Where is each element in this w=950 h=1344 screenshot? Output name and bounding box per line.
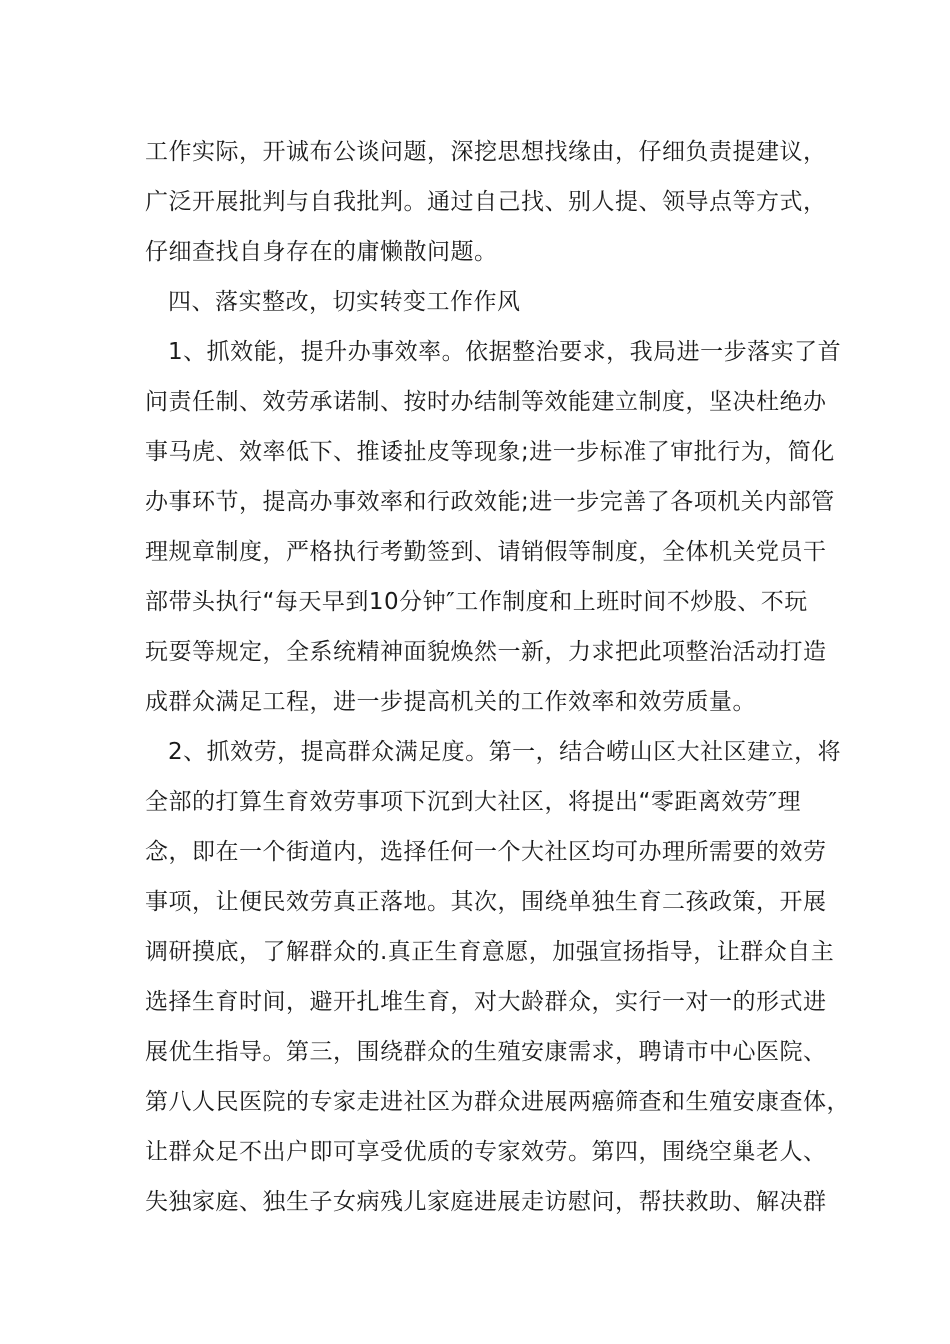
text-line: 全部的打算生育效劳事项下沉到大社区，将提出“零距离效劳″理 [145, 789, 802, 815]
text-line: 问责任制、效劳承诺制、按时办结制等效能建立制度，坚决杜绝办 [145, 389, 827, 415]
text-line: 办事环节，提高办事效率和行政效能;进一步完善了各项机关内部管 [145, 489, 835, 515]
text-line: 念，即在一个街道内，选择任何一个大社区均可办理所需要的效劳 [145, 839, 827, 865]
text-line: 调研摸底，了解群众的.真正生育意愿，加强宣扬指导，让群众自主 [145, 939, 835, 965]
text-line: 仔细查找自身存在的庸懒散问题。 [145, 239, 498, 265]
text-line: 1、抓效能，提升办事效率。依据整治要求，我局进一步落实了首 [168, 339, 842, 365]
text-line: 玩耍等规定，全系统精神面貌焕然一新，力求把此项整治活动打造 [145, 639, 827, 665]
text-line: 理规章制度，严格执行考勤签到、请销假等制度，全体机关党员干 [145, 539, 827, 565]
text-line: 部带头执行“每天早到10分钟″工作制度和上班时间不炒股、不玩 [145, 589, 808, 615]
section-heading: 四、落实整改，切实转变工作作风 [168, 289, 521, 315]
text-line: 展优生指导。第三，围绕群众的生殖安康需求，聘请市中心医院、 [145, 1039, 827, 1065]
text-line: 广泛开展批判与自我批判。通过自己找、别人提、领导点等方式， [145, 189, 827, 215]
text-line: 工作实际，开诚布公谈问题，深挖思想找缘由，仔细负责提建议， [145, 139, 827, 165]
text-line: 让群众足不出户即可享受优质的专家效劳。第四，围绕空巢老人、 [145, 1139, 827, 1165]
text-line: 第八人民医院的专家走进社区为群众进展两癌筛查和生殖安康查体， [145, 1089, 850, 1115]
text-line: 成群众满足工程，进一步提高机关的工作效率和效劳质量。 [145, 689, 756, 715]
text-line: 选择生育时间，避开扎堆生育，对大龄群众，实行一对一的形式进 [145, 989, 827, 1015]
text-line: 事马虎、效率低下、推诿扯皮等现象;进一步标准了审批行为，简化 [145, 439, 835, 465]
text-line: 事项，让便民效劳真正落地。其次，围绕单独生育二孩政策，开展 [145, 889, 827, 915]
text-line: 失独家庭、独生子女病残儿家庭进展走访慰问，帮扶救助、解决群 [145, 1189, 827, 1215]
text-line: 2、抓效劳，提高群众满足度。第一，结合崂山区大社区建立，将 [168, 739, 842, 765]
